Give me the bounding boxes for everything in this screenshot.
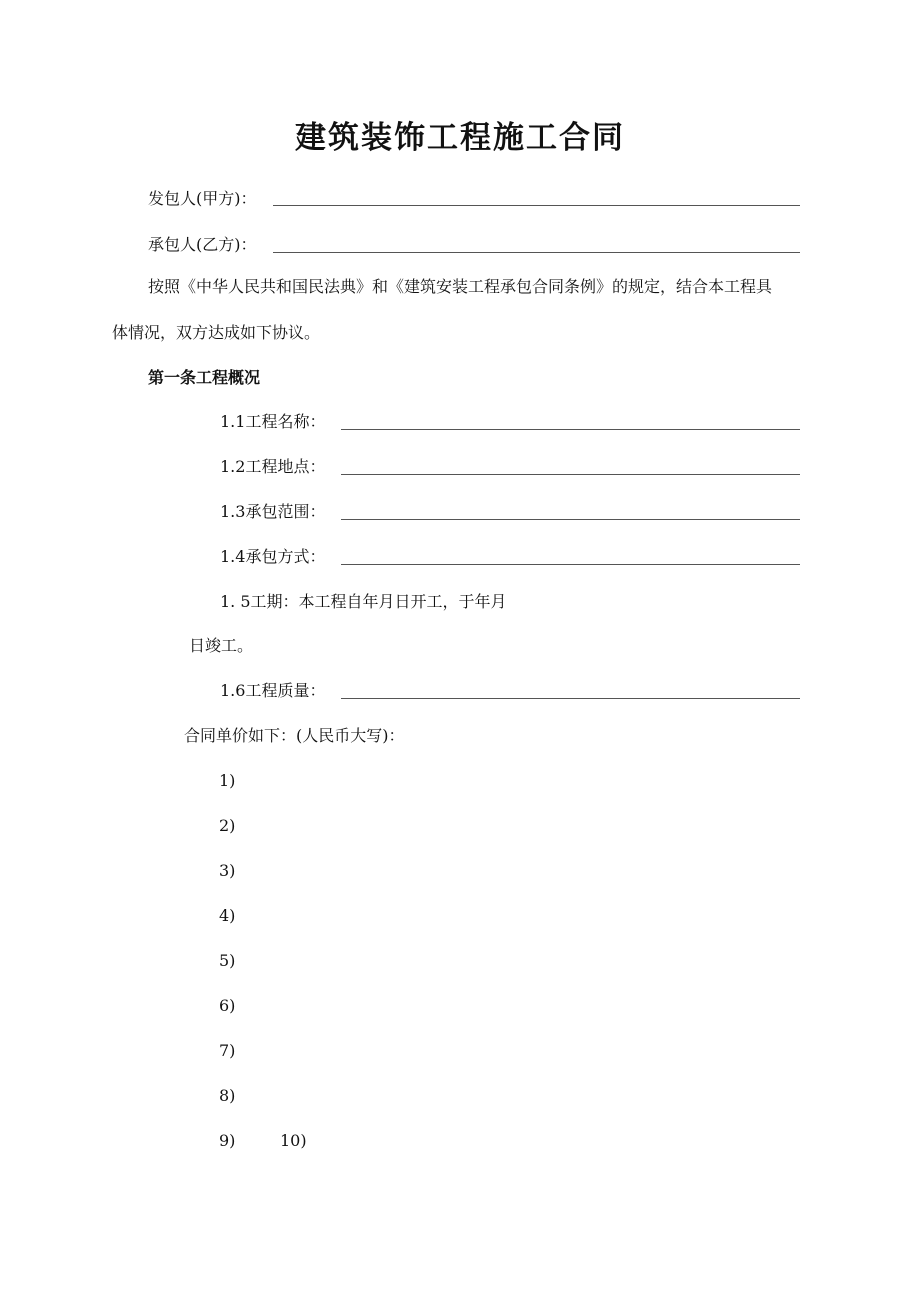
item-1-2-label: 1.2工程地点： [220,457,326,476]
party-b-blank [273,252,800,253]
price-item-1: 1) [219,771,236,790]
article-1-heading: 第一条工程概况 [148,368,261,387]
item-1-5-line-1: 1. 5工期：本工程自年月日开工，于年月 [220,592,507,611]
item-1-1-blank [341,429,800,430]
party-a-label: 发包人(甲方)： [148,189,257,208]
price-item-9: 9) [219,1131,236,1150]
item-1-5-line-2: 日竣工。 [189,636,254,655]
price-item-5: 5) [219,951,236,970]
price-item-6: 6) [219,996,236,1015]
price-item-3: 3) [219,861,236,880]
item-1-2-blank [341,474,800,475]
price-item-4: 4) [219,906,236,925]
item-1-1-label: 1.1工程名称： [220,412,326,431]
price-item-7: 7) [219,1041,236,1060]
price-item-8: 8) [219,1086,236,1105]
unit-price-label: 合同单价如下：(人民币大写)： [184,726,405,745]
party-a-blank [273,205,800,206]
price-item-2: 2) [219,816,236,835]
preamble-line-2: 体情况，双方达成如下协议。 [112,323,321,342]
item-1-6-blank [341,698,800,699]
preamble-line-1: 按照《中华人民共和国民法典》和《建筑安装工程承包合同条例》的规定，结合本工程具 [148,277,773,296]
item-1-4-label: 1.4承包方式： [220,547,326,566]
party-b-label: 承包人(乙方)： [148,235,257,254]
item-1-6-label: 1.6工程质量： [220,681,326,700]
item-1-3-label: 1.3承包范围： [220,502,326,521]
document-title: 建筑装饰工程施工合同 [295,120,625,156]
item-1-3-blank [341,519,800,520]
item-1-4-blank [341,564,800,565]
price-item-10: 10) [280,1131,307,1150]
